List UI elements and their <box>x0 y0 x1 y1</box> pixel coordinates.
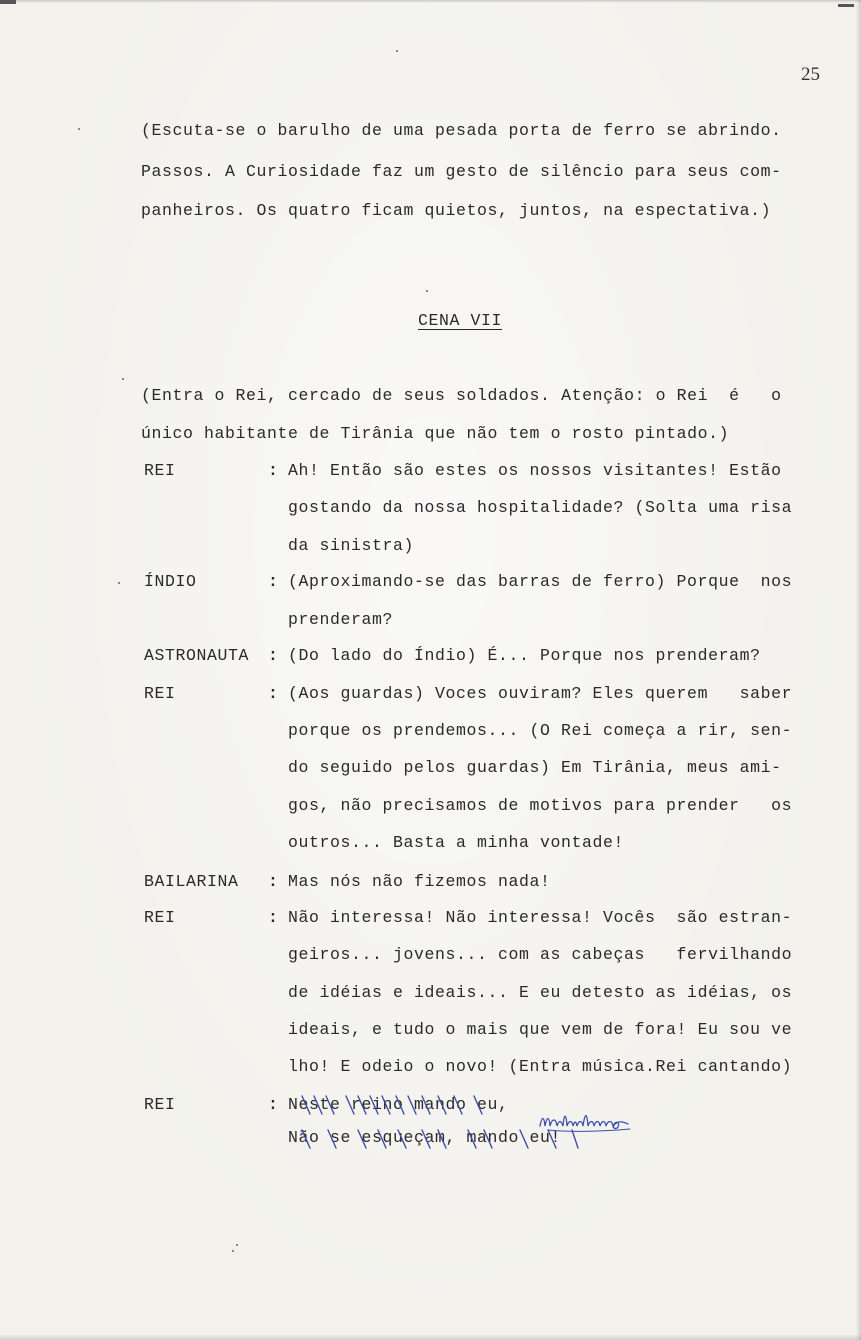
speaker-colon: : <box>268 684 278 703</box>
dialogue-line: (Aproximando-se das barras de ferro) Porque nos <box>288 572 793 591</box>
paper-speck <box>426 290 428 292</box>
speaker-colon: : <box>268 1095 278 1114</box>
paper-speck <box>396 50 398 52</box>
paper-speck <box>78 128 80 130</box>
dialogue-line: da sinistra) <box>288 536 415 555</box>
corner-mark <box>838 4 854 7</box>
speaker-name: REI <box>144 684 176 703</box>
dialogue-line: prenderam? <box>288 610 394 629</box>
page-edge-bottom <box>0 1334 861 1340</box>
dialogue-line: gostando da nossa hospitalidade? (Solta uma risa <box>288 498 793 517</box>
page-number: 25 <box>801 64 820 85</box>
speaker-name: REI <box>144 461 176 480</box>
dialogue-line: Neste reino mando eu, <box>288 1095 509 1114</box>
speaker-colon: : <box>268 572 278 591</box>
dialogue-line: Ah! Então são estes os nossos visitantes! Estão <box>288 461 782 480</box>
paper-speck <box>232 1250 234 1252</box>
dialogue-line: do seguido pelos guardas) Em Tirânia, meus ami- <box>288 758 782 777</box>
speaker-name: ASTRONAUTA <box>144 646 250 665</box>
stage-direction-line: panheiros. Os quatro ficam quietos, juntos, na espectativa.) <box>141 201 772 220</box>
scene-heading: CENA VII <box>418 311 503 330</box>
dialogue-line: outros... Basta a minha vontade! <box>288 833 625 852</box>
dialogue-line: (Aos guardas) Voces ouviram? Eles querem saber <box>288 684 793 703</box>
stage-direction-line: (Entra o Rei, cercado de seus soldados. Atenção: o Rei é o <box>141 386 782 405</box>
speaker-name: BAILARINA <box>144 872 239 891</box>
dialogue-line: gos, não precisamos de motivos para prender os <box>288 796 793 815</box>
stage-direction-line: (Escuta-se o barulho de uma pesada porta de ferro se abrindo. <box>141 121 782 140</box>
dialogue-line: geiros... jovens... com as cabeças fervilhando <box>288 945 793 964</box>
paper-speck <box>122 378 124 380</box>
speaker-colon: : <box>268 908 278 927</box>
dialogue-line: porque os prendemos... (O Rei começa a rir, sen- <box>288 721 793 740</box>
dialogue-line: lho! E odeio o novo! (Entra música.Rei cantando) <box>288 1057 793 1076</box>
paper-speck <box>118 582 120 584</box>
stage-direction-line: Passos. A Curiosidade faz um gesto de silêncio para seus com- <box>141 162 782 181</box>
stage-direction-line: único habitante de Tirânia que não tem o rosto pintado.) <box>141 424 730 443</box>
corner-mark <box>0 0 16 4</box>
dialogue-line: (Do lado do Índio) É... Porque nos prenderam? <box>288 646 761 665</box>
speaker-name: REI <box>144 908 176 927</box>
dialogue-line: de idéias e ideais... E eu detesto as idéias, os <box>288 983 793 1002</box>
paper-speck <box>236 1244 238 1246</box>
speaker-colon: : <box>268 872 278 891</box>
dialogue-line: Não se esqueçam, mando eu! <box>288 1128 562 1147</box>
page-edge-top <box>0 0 861 3</box>
dialogue-line: ideais, e tudo o mais que vem de fora! Eu sou ve <box>288 1020 793 1039</box>
speaker-name: ÍNDIO <box>144 572 197 591</box>
dialogue-line: Não interessa! Não interessa! Vocês são estran- <box>288 908 793 927</box>
speaker-colon: : <box>268 461 278 480</box>
speaker-colon: : <box>268 646 278 665</box>
dialogue-line: Mas nós não fizemos nada! <box>288 872 551 891</box>
page-edge-right <box>856 0 861 1340</box>
handwritten-annotation-icon <box>536 1108 632 1134</box>
speaker-name: REI <box>144 1095 176 1114</box>
